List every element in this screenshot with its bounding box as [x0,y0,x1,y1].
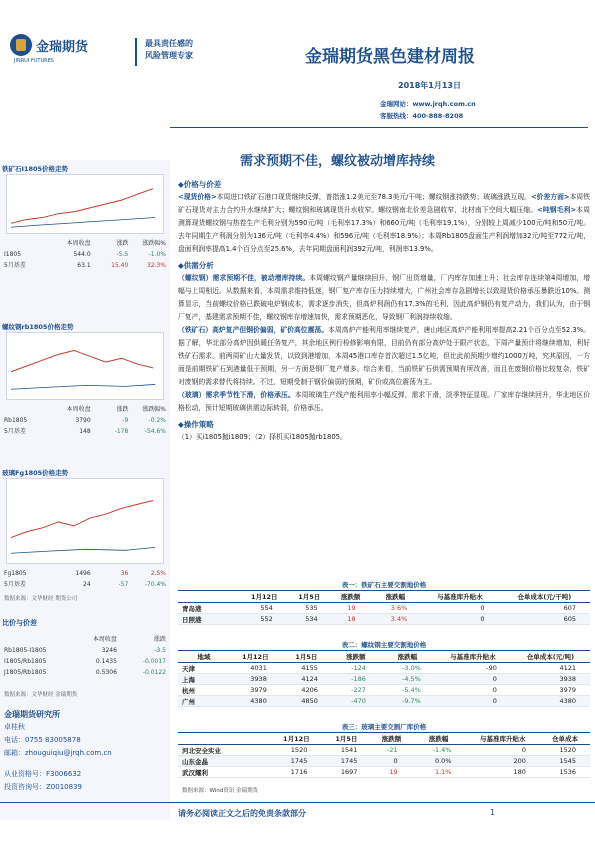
headline: 需求预期不佳，螺纹被动增库持续 [240,154,436,169]
row-name: Rb1805 [4,417,28,424]
chart3-table [4,568,166,590]
ratio-title: 比价与价差 [2,619,37,627]
row-close: 148 [79,428,91,435]
table-header-row [178,591,590,603]
table-cell: 535 [287,603,332,614]
table-cell: 1745 [271,756,321,767]
row-name: Rb1805-I1805 [4,647,47,654]
col-change: 涨跌 [153,636,166,643]
table-cell: 4031 [230,663,281,674]
row-change: -178 [114,428,129,435]
col-change: 涨跌 [116,240,129,247]
table-cell: 1697 [321,767,371,778]
row-pct: -54.6% [144,428,166,435]
table-cell: 0.0% [412,756,466,767]
ratio-source: 数据来源：文华财经 金瑞期货 [4,692,78,698]
table-header: 地域 [178,651,230,663]
table-header [178,591,242,603]
table-cell: 0 [371,756,411,767]
table-cell: 605 [499,614,590,625]
table-cell: 1536 [540,767,590,778]
table-cell: 青岛港 [178,603,242,614]
ratio-header-row [4,634,166,645]
table-header: 与基准库升贴水 [465,733,539,745]
table-cell: 200 [465,756,539,767]
table-header: 1月12日 [230,651,281,663]
chart1-header-row [4,238,166,249]
disclaimer-link[interactable]: 请务必阅读正文之后的免责条款部分 [178,809,306,818]
cert-consulting: 投资咨询号：Z0010839 [4,783,82,791]
table-cell: -21 [371,745,411,756]
rebar-text: 本周螺纹钢产量继续回升，钢厂出货增量，厂内库存加速上升；社会库存连续第4周增加，增幅与上周相近。从数据来看，本周需求维持低迷，钢厂复产库存压力持续增大，广州社会库存急剧增长以致现货价格承压暴跌近10%。测算显示，当前螺纹价格已跌破电炉钢成本，需求逐步消失，但高炉利润仍有17.3%的毛利，因此高炉钢仍有复产动力，我们认为，由于钢厂复产，基建需求预期不佳，螺纹钢库存增速加快，需求预期恶化，导致钢厂利润持续收缩。 [178,274,591,321]
row-name: Fg1805 [4,570,27,577]
table-cell: 3.4% [369,614,421,625]
table-header: 与基准库升贴水 [435,651,511,663]
row-close: 0.1435 [95,658,117,665]
table-header: 1月5日 [281,651,332,663]
table-cell: 4380 [511,696,590,707]
table-header: 仓单成本(元/吨) [511,651,590,663]
logo-icon [10,34,32,56]
row-change: -3.5 [154,647,166,654]
rebar-table [178,650,590,707]
chart1-row [4,249,166,260]
table-row [178,756,590,767]
chart3-row [4,579,166,590]
table-header: 涨跌幅 [412,733,466,745]
table-cell: 0 [465,745,539,756]
row-pct: -1.0% [148,251,166,258]
col-change: 涨跌 [116,406,129,413]
row-close: 63.1 [77,262,91,269]
table-cell: 3979 [511,685,590,696]
table-header: 1月5日 [321,733,371,745]
table-cell: 4155 [281,663,332,674]
glass-table [178,732,590,778]
table-header: 涨跌幅 [369,591,421,603]
table2-title: 表二：螺纹钢主要交割地价格 [341,641,427,649]
row-change: -0.0122 [142,669,166,676]
row-close: 1496 [75,570,91,577]
iron-ore-text: 本周高炉产能利用率继续复产，唐山地区高炉产能利用率提高2.21个百分点至52.3%。据了解，华北部分高炉因供暖任务复产，其余地区例行检修影响有限，目前仍有部分高炉处于限产状态，下周产量预计将继续增加，利好铁矿石需求。前两周矿山大量发货，以致到港增加，本周45港口库存首次超过1.5亿吨，但比此前预期少增约1000万吨，究其原因，一方面是前期铁矿石到港量低于预期，另一方面是钢厂复产增多。综合来看，当前铁矿石供需预期有所改善，而且在废钢价格比较复杂，铁矿对废钢的需求替代将持续。不过，短期受制于钢价偏弱的预期，矿价或高位震荡为主。 [178,326,591,386]
rebar-price-chart [6,332,164,400]
rebar-paragraph [178,272,590,324]
analyst-email[interactable]: 邮箱：zhouguiqiu@jrqh.com.cn [4,749,112,757]
chart3-title: 玻璃Fg1805价格走势 [2,469,69,477]
table-cell: 534 [287,614,332,625]
table-cell: 552 [242,614,287,625]
report-title: 金瑞期货黑色建材周报 [305,47,475,67]
row-name: 5月基差 [4,428,26,435]
glass-candlestick [7,479,163,563]
analyst-phone: 电话：0755 83005878 [4,736,81,744]
table-row [178,685,590,696]
row-change: -57 [118,581,129,588]
chart1-title: 铁矿石I1805价格走势 [2,165,69,173]
table-cell: 杭州 [178,685,230,696]
table-source: 数据来源：Wind资讯 金瑞期货 [182,788,259,794]
table-cell: -3.0% [380,663,435,674]
row-close: 3246 [101,647,117,654]
row-close: 24 [83,581,91,588]
table-cell: -9.7% [380,696,435,707]
table-cell: 广州 [178,696,230,707]
table-header: 1月12日 [271,733,321,745]
table1-title: 表一：铁矿石主要交割地价格 [341,581,427,589]
row-close: 0.5306 [95,669,117,676]
row-pct: 2.5% [150,570,166,577]
table3-title: 表三：玻璃主要交割厂库价格 [341,723,427,731]
table-cell: 天津 [178,663,230,674]
table-cell: 1745 [321,756,371,767]
row-change: -5.5 [116,251,129,258]
glass-price-chart [6,478,164,564]
table-header: 与基准库升贴水 [421,591,498,603]
ratio-row [4,645,166,656]
table-cell: -4.5% [380,674,435,685]
table-row [178,614,590,625]
row-name: J1805/Rb1805 [4,669,47,676]
company-logo [10,32,130,66]
table-cell: -124 [332,663,380,674]
table-header [178,733,271,745]
col-close: 本周收盘 [92,636,117,643]
chart3-row [4,568,166,579]
col-pct: 涨跌幅% [142,240,166,247]
ratio-row [4,656,166,667]
table-header: 涨跌额 [371,733,411,745]
table-cell: 4124 [281,674,332,685]
website-link[interactable]: 金瑞网站：www.jrqh.com.cn [380,100,476,108]
table-header: 仓单成本(元/干吨) [499,591,590,603]
section-strategy: ◆操作策略 [178,420,214,429]
margin-lead: <吨钢毛利> [537,206,577,214]
table-row [178,767,590,778]
chart2-row [4,426,166,437]
table-row [178,696,590,707]
table-cell: 0 [435,696,511,707]
chart-source: 数据来源：文华财经 期货公司 [4,596,78,602]
row-close: 3790 [75,417,91,424]
row-change: 15.40 [111,262,129,269]
left-sidebar [0,160,170,820]
table-cell: 4380 [230,696,281,707]
row-close: 544.0 [73,251,91,258]
report-date: 2018年1月13日 [398,81,461,90]
table-header: 涨跌额 [332,651,380,663]
table-cell: 3.6% [369,603,421,614]
col-close: 本周收盘 [66,406,91,413]
row-name: 5月基差 [4,262,26,269]
logo-text: 金瑞期货 [36,40,89,55]
header-divider [170,127,588,128]
table-cell: 4206 [281,685,332,696]
table-row [178,745,590,756]
iron-ore-lead: （铁矿石）高炉复产但钢价偏弱，矿价高位震荡。 [178,326,329,334]
table-cell: -227 [332,685,380,696]
page-number: 1 [490,808,496,817]
iron-ore-paragraph [178,324,590,389]
table-cell: 1520 [271,745,321,756]
table-row [178,663,590,674]
slogan-line-1: 最具责任感的 [145,39,193,48]
chart2-row [4,415,166,426]
price-paragraph [178,191,590,256]
table-header: 涨跌幅 [380,651,435,663]
table-cell: 日照港 [178,614,242,625]
table-cell: 武汉耀利 [178,767,271,778]
table-cell: 1520 [540,745,590,756]
table-cell: 19 [371,767,411,778]
row-name: I1805/Rb1805 [4,658,47,665]
margin-text: 本周测算现货螺纹钢与热卷生产毛利分别为590元/吨（毛利率17.3%）和660元/吨（毛利率19.1%），分别较上周减少100元/吨和50元/吨。去年同期生产利润分别为136元/吨（毛利率4.4%）和596元/吨（毛利率18.9%）；本周Rb1805盘面生产利润增加32元/吨至772元/吨，盘面利润率提高1.4个百分点至25.6%，去年同期盘面利润392元/吨，利润率13.9%。 [178,206,591,253]
table-cell: 554 [242,603,287,614]
spread-text: 本周铁矿石现货对主力合约升水继续扩大；螺纹钢和玻璃现货升水收窄。螺纹钢南北价差急剧收窄，北材南下空间大幅压缩。 [178,193,591,214]
row-pct: 32.3% [146,262,166,269]
col-close: 本周收盘 [66,240,91,247]
ratio-row [4,667,166,678]
table-header-row [178,651,590,663]
spot-text: 本周进口铁矿石港口现货继续反弹，普指涨1.2美元至78.3美元/干吨；螺纹钢涨持跌势；玻璃涨跌互现。 [216,193,531,201]
chart2-title: 螺纹钢rb1805价格走势 [2,323,74,331]
table-cell: 18 [332,614,370,625]
table-cell: 3979 [230,685,281,696]
spread-lead: <价差方面> [530,193,570,201]
hotline: 客服热线：400-888-8208 [380,112,464,120]
slogan [135,38,225,66]
logo-subtitle: JINRUI FUTURES [14,58,54,64]
table-cell: 180 [465,767,539,778]
row-change: -9 [122,417,129,424]
table-header: 1月12日 [242,591,287,603]
table-row [178,674,590,685]
table-cell: 山东金晶 [178,756,271,767]
table-cell: 0 [435,674,511,685]
row-name: I1805 [4,251,22,258]
table-cell: 19 [332,603,370,614]
chart1-table [4,238,166,271]
table-row [178,603,590,614]
table-cell: -90 [435,663,511,674]
table-cell: 4850 [281,696,332,707]
table-cell: 0 [435,685,511,696]
table-cell: 1545 [540,756,590,767]
table-cell: 河北安全实业 [178,745,271,756]
rebar-candlestick [7,333,163,399]
table-header: 仓单成本 [540,733,590,745]
glass-paragraph [178,389,590,415]
analyst-contact [4,708,166,794]
iron-ore-price-chart [6,174,164,234]
cert-qualification: 从业资格号：F3006632 [4,770,82,778]
row-pct: -0.2% [148,417,166,424]
table-header-row [178,733,590,745]
glass-lead: （玻璃）需求季节性下滑，价格承压。 [178,391,295,399]
table-cell: -1.4% [412,745,466,756]
chart1-row [4,260,166,271]
ratio-table [4,634,166,678]
row-change: -0.0017 [142,658,166,665]
table-cell: 1541 [321,745,371,756]
section-supply-demand: ◆供需分析 [178,261,214,270]
table-cell: 4121 [511,663,590,674]
table-cell: 1716 [271,767,321,778]
analyst-name: 卓桂秋 [4,723,25,731]
col-pct: 涨跌幅% [142,406,166,413]
glass-text: 本周玻璃生产线产能利用率小幅反弹，需求下滑，淡季特征显现。厂家库存继续回升，华北地区价格松动，预计短期玻璃供需边际转弱，价格承压。 [178,391,591,412]
row-change: 36 [120,570,129,577]
table-cell: -5.4% [380,685,435,696]
table-cell: 上海 [178,674,230,685]
spot-lead: <现货价格> [178,193,217,201]
strategy-paragraph: （1）买i1805抛i1809；（2）择机买i1805抛rb1805。 [178,433,347,441]
chart2-table [4,404,166,437]
chart2-header-row [4,404,166,415]
table-header: 1月5日 [287,591,332,603]
table-cell: -470 [332,696,380,707]
report-header [0,0,595,118]
table-cell: 607 [499,603,590,614]
table-cell: 0 [421,603,498,614]
row-name: 5月基差 [4,581,26,588]
header-contact [380,98,476,122]
table-cell: 0 [421,614,498,625]
table-header: 涨跌额 [332,591,370,603]
table-cell: 1.1% [412,767,466,778]
section-price-spread: ◆价格与价差 [178,180,222,189]
main-content [178,178,590,444]
slogan-line-2: 风险管理专家 [145,51,193,60]
rebar-lead: （螺纹钢）需求预期不佳，被动增库持续。 [178,274,310,282]
table-cell: -186 [332,674,380,685]
table-cell: 3938 [511,674,590,685]
table-cell: 3938 [230,674,281,685]
dept-name: 金瑞期货研究所 [4,710,60,719]
row-pct: -70.4% [144,581,166,588]
iron-ore-candlestick [7,175,163,233]
page-footer [0,802,595,822]
iron-ore-table [178,590,590,625]
